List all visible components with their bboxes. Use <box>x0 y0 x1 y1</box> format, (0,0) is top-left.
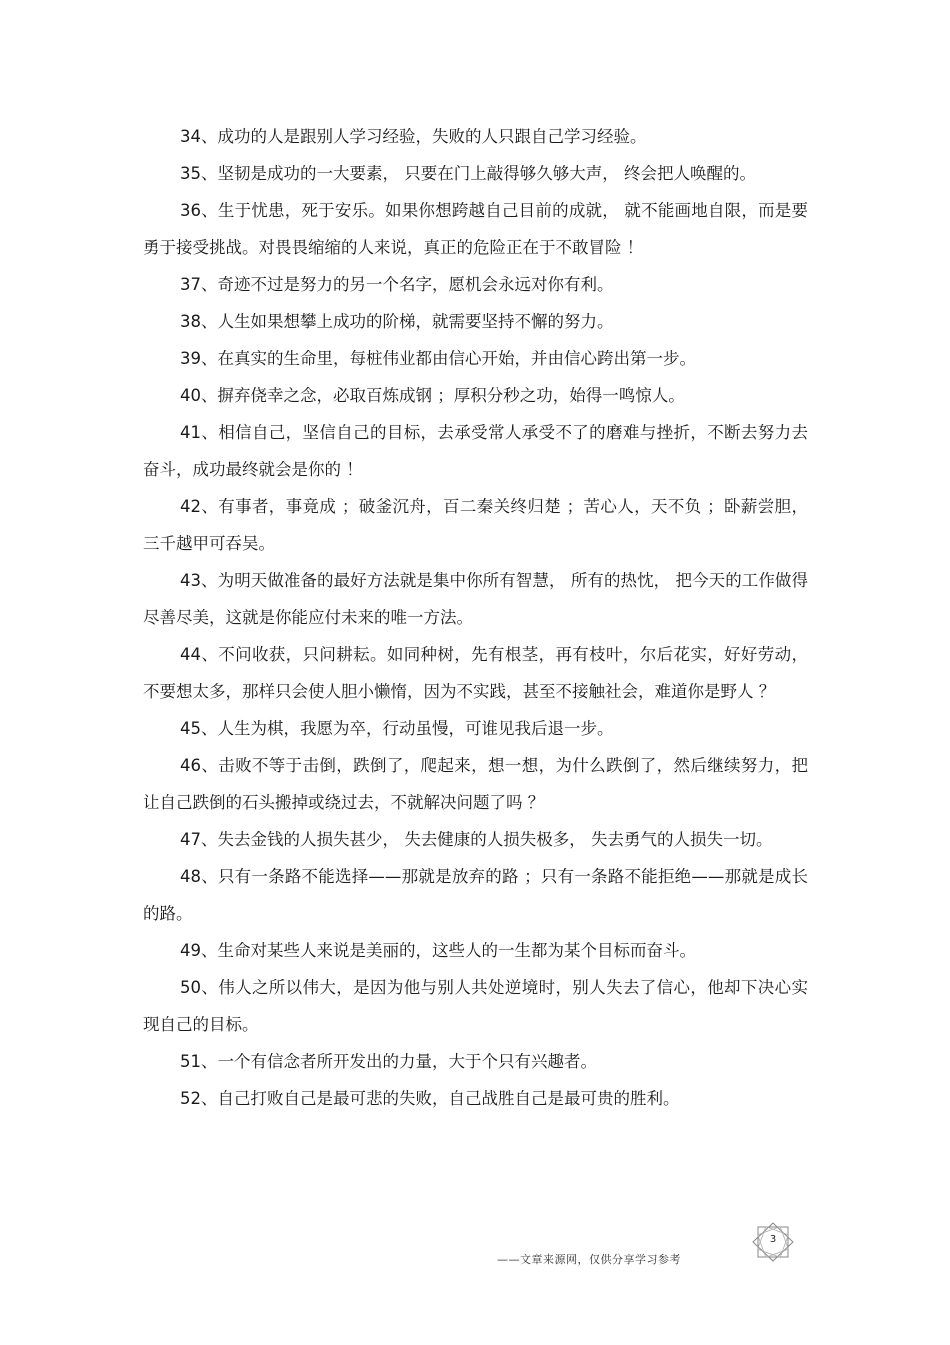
quote-paragraph: 43、为明天做准备的最好方法就是集中你所有智慧， 所有的热忱， 把今天的工作做得尽善尽美，这就是你能应付未来的唯一方法。 <box>143 571 808 627</box>
quote-list <box>143 118 808 1117</box>
quote-paragraph: 44、不问收获，只问耕耘。如同种树，先有根茎，再有枝叶，尔后花实，好好劳动，不要想太多，那样只会使人胆小懒惰，因为不实践，甚至不接触社会，难道你是野人 ？ <box>143 645 808 701</box>
quote-paragraph: 37、奇迹不过是努力的另一个名字，愿机会永远对你有利。 <box>180 275 614 294</box>
quote-paragraph: 42、有事者，事竟成 ；破釜沉舟，百二秦关终归楚 ；苦心人，天不负 ；卧薪尝胆，三千越甲可吞吴。 <box>143 497 808 553</box>
quote-paragraph: 45、人生为棋，我愿为卒，行动虽慢，可谁见我后退一步。 <box>180 719 614 738</box>
footer-source-note: ——文章来源网，仅供分享学习参考 <box>497 1253 681 1266</box>
page-number-badge <box>750 1222 796 1262</box>
quote-paragraph: 38、人生如果想攀上成功的阶梯，就需要坚持不懈的努力。 <box>180 312 614 331</box>
quote-paragraph: 51、一个有信念者所开发出的力量，大于个只有兴趣者。 <box>180 1052 597 1071</box>
quote-paragraph: 34、成功的人是跟别人学习经验，失败的人只跟自己学习经验。 <box>180 127 647 146</box>
quote-paragraph: 41、相信自己，坚信自己的目标，去承受常人承受不了的磨难与挫折，不断去努力去奋斗，成功最终就会是你的 ！ <box>143 423 808 479</box>
quote-paragraph: 35、坚韧是成功的一大要素， 只要在门上敲得够久够大声， 终会把人唤醒的。 <box>180 164 756 183</box>
quote-paragraph: 47、失去金钱的人损失甚少， 失去健康的人损失极多， 失去勇气的人损失一切。 <box>180 830 773 849</box>
quote-paragraph: 49、生命对某些人来说是美丽的，这些人的一生都为某个目标而奋斗。 <box>180 941 696 960</box>
quote-paragraph: 36、生于忧患，死于安乐。如果你想跨越自己目前的成就， 就不能画地自限，而是要勇于接受挑战。对畏畏缩缩的人来说，真正的危险正在于不敢冒险 ！ <box>143 201 808 257</box>
quote-paragraph: 40、摒弃侥幸之念，必取百炼成钢 ；厚积分秒之功，始得一鸣惊人。 <box>180 386 685 405</box>
quote-paragraph: 52、自己打败自己是最可悲的失败，自己战胜自己是最可贵的胜利。 <box>180 1089 680 1108</box>
quote-paragraph: 39、在真实的生命里，每桩伟业都由信心开始，并由信心跨出第一步。 <box>180 349 696 368</box>
quote-paragraph: 50、伟人之所以伟大，是因为他与别人共处逆境时，别人失去了信心，他却下决心实现自己的目标。 <box>143 978 808 1034</box>
quote-paragraph: 46、击败不等于击倒，跌倒了，爬起来，想一想，为什么跌倒了，然后继续努力，把让自己跌倒的石头搬掉或绕过去，不就解决问题了吗 ？ <box>143 756 808 812</box>
quote-paragraph: 48、只有一条路不能选择——那就是放弃的路 ；只有一条路不能拒绝——那就是成长的路。 <box>143 867 808 923</box>
page-number: 3 <box>769 1234 777 1245</box>
